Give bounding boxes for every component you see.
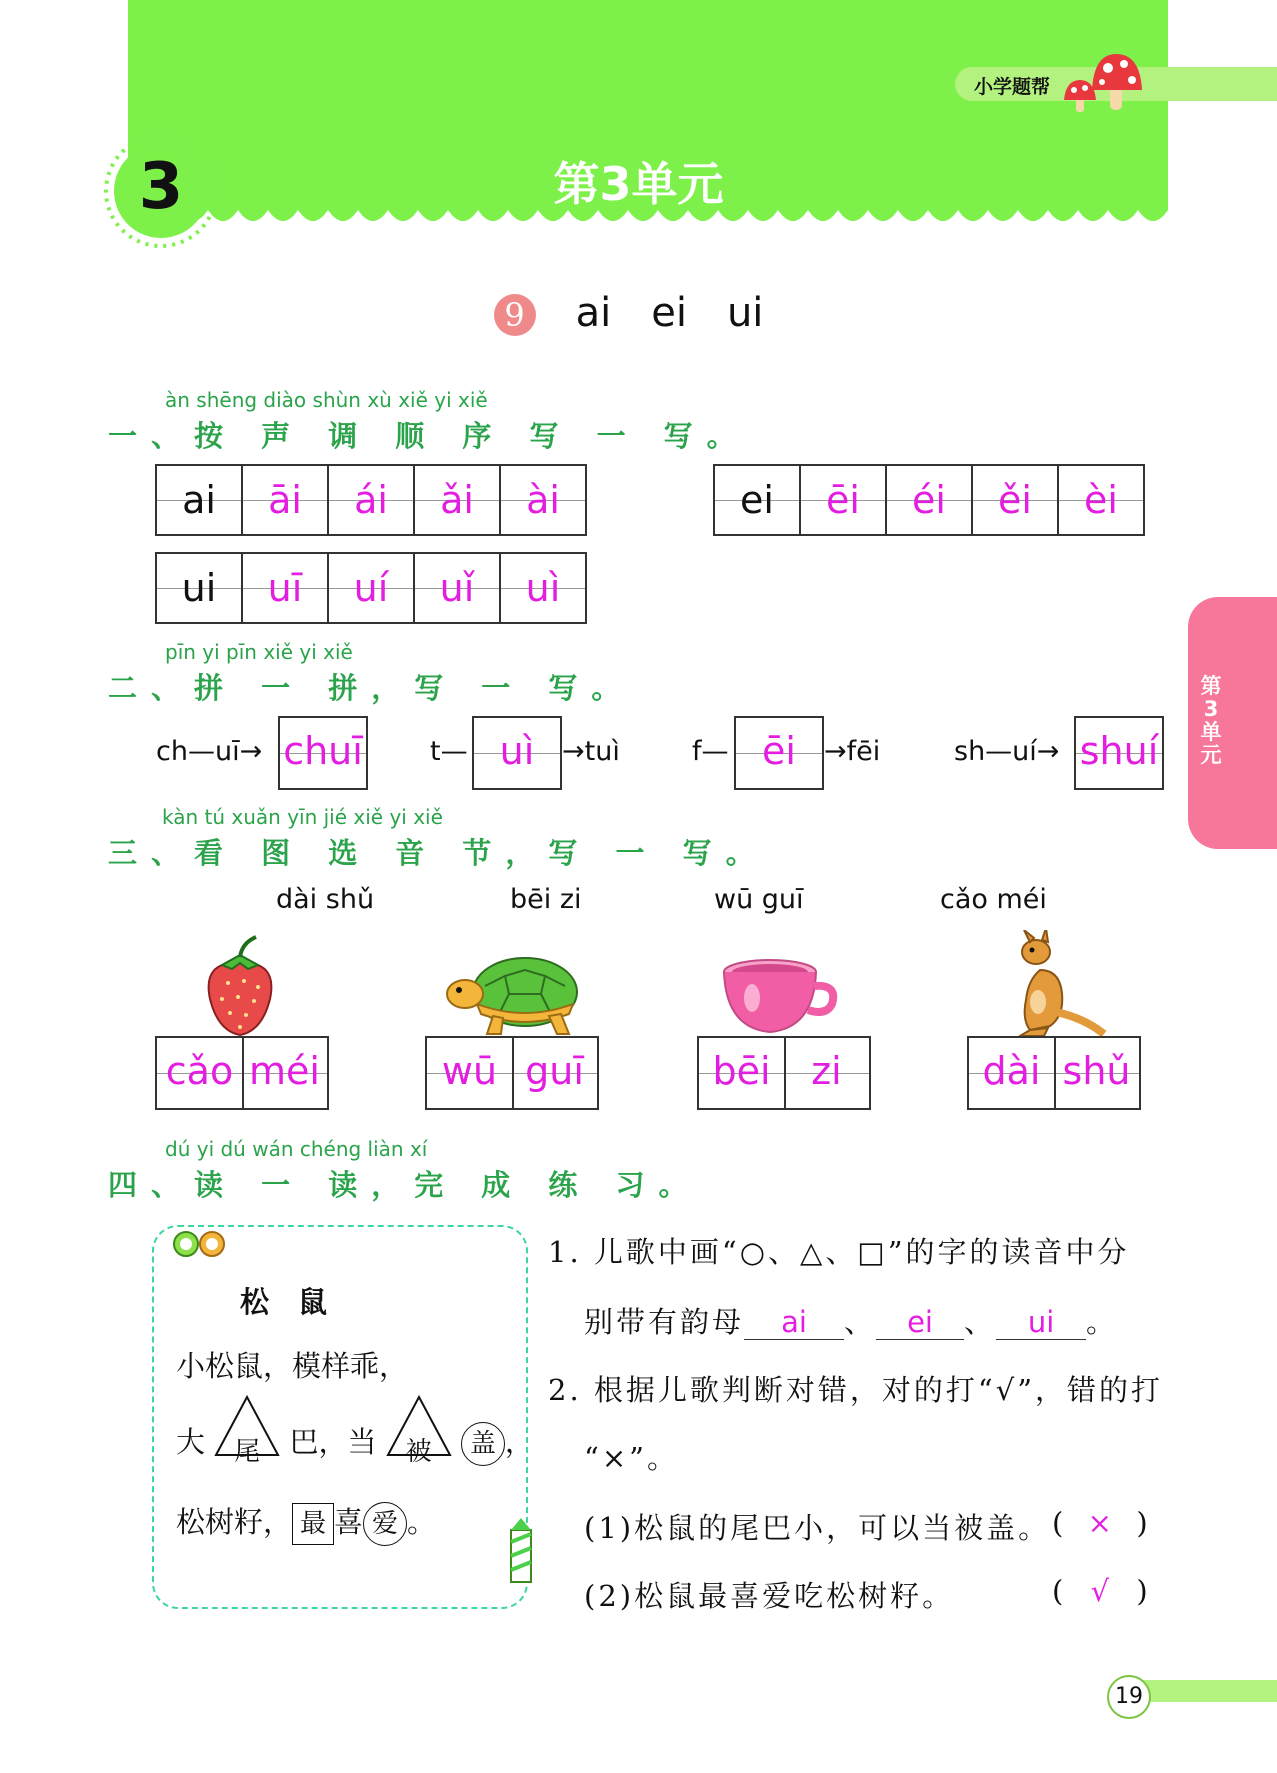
grid-answer[interactable]: ǎi: [440, 478, 474, 522]
kangaroo-icon: [1000, 930, 1110, 1040]
spell-left: t—: [430, 736, 468, 767]
q1-end: 。: [1086, 1305, 1119, 1339]
grid-answer[interactable]: éi: [912, 478, 946, 522]
tone-grid-ui: [155, 552, 587, 624]
poem-title: 松 鼠: [240, 1285, 328, 1319]
spell-right: →fēi: [824, 736, 881, 767]
word-option: dài shǔ: [276, 884, 375, 915]
spell-answer: uì: [499, 729, 535, 773]
question-2-line1: 2. 根据儿歌判断对错，对的打“√”，错的打: [548, 1373, 1164, 1407]
spell-left: sh—uí→: [954, 736, 1060, 767]
word-option: wū guī: [714, 884, 804, 915]
spell-answer-box[interactable]: [734, 716, 824, 790]
marked-char: 被: [405, 1437, 432, 1467]
lesson-title-part: ai: [575, 290, 612, 336]
side-tab-label: 第3单元: [1200, 674, 1222, 767]
section2-title: 二、拼 一 拼，写 一 写。: [108, 671, 635, 705]
triangle-mark: [386, 1423, 452, 1467]
grid-base: ei: [740, 478, 774, 522]
q2-item-2: (2)松鼠最喜爱吃松树籽。: [584, 1579, 955, 1613]
q1-separator: 、: [964, 1305, 997, 1339]
question-1-line1: 1. 儿歌中画“○、△、□”的字的读音中分: [548, 1235, 1130, 1269]
word-answer: dài: [982, 1049, 1041, 1093]
grid-base: ai: [182, 478, 216, 522]
spell-left: ch—uī→: [156, 736, 263, 767]
square-mark: 最: [292, 1503, 334, 1545]
word-answer: zi: [811, 1049, 842, 1093]
poem-text: 。: [407, 1505, 437, 1539]
turtle-icon: [445, 950, 585, 1038]
word-answer-box[interactable]: [967, 1036, 1141, 1110]
word-answer: guī: [525, 1049, 584, 1093]
section2-pinyin: pīn yi pīn xiě yi xiě: [165, 640, 353, 664]
word-answer: shǔ: [1062, 1049, 1131, 1093]
cup-icon: [720, 958, 840, 1038]
section3-title: 三、看 图 选 音 节，写 一 写。: [108, 836, 769, 870]
spell-answer-box[interactable]: [472, 716, 562, 790]
grid-answer[interactable]: uí: [353, 566, 389, 610]
spell-answer: shuí: [1079, 729, 1159, 773]
poem-text: 喜: [334, 1505, 364, 1539]
circle-mark: 爱: [363, 1502, 407, 1546]
grid-answer[interactable]: uǐ: [439, 566, 475, 610]
word-option: cǎo méi: [940, 884, 1047, 915]
lesson-title-part: ei: [651, 290, 687, 336]
spell-answer-box[interactable]: [1074, 716, 1164, 790]
circle-mark: 盖: [461, 1422, 505, 1466]
unit-title: 第3单元: [553, 157, 724, 211]
spell-left: f—: [692, 736, 729, 767]
q1-separator: 、: [844, 1305, 877, 1339]
marked-char: 尾: [234, 1437, 261, 1467]
word-option: bēi zi: [510, 884, 582, 915]
section1-title: 一、按 声 调 顺 序 写 一 写。: [108, 419, 750, 453]
lesson-title: [0, 290, 1277, 336]
tone-grid-ai: [155, 464, 587, 536]
lesson-title-part: ui: [726, 290, 764, 336]
question-1-line2: [584, 1300, 1118, 1341]
q2-answer-2[interactable]: √: [1090, 1574, 1113, 1608]
grid-answer[interactable]: ěi: [998, 478, 1032, 522]
q1-answer-ei[interactable]: ei: [876, 1305, 964, 1340]
tone-grid-ei: [713, 464, 1145, 536]
q1-prefix: 别带有韵母: [584, 1305, 745, 1339]
rings-icon: [170, 1228, 230, 1260]
spell-answer: ēi: [762, 729, 796, 773]
word-answer-box[interactable]: [425, 1036, 599, 1110]
poem-text: ，: [504, 1425, 534, 1459]
strawberry-icon: [200, 935, 280, 1040]
grid-base: ui: [181, 566, 217, 610]
section3-pinyin: kàn tú xuǎn yīn jié xiě yi xiě: [162, 805, 443, 829]
q1-answer-ai[interactable]: ai: [744, 1305, 844, 1340]
grid-answer[interactable]: āi: [268, 478, 302, 522]
spell-answer: chuī: [283, 729, 363, 773]
spell-right: →tuì: [562, 736, 620, 767]
grid-answer[interactable]: ái: [354, 478, 388, 522]
mushroom-icon: [1060, 46, 1150, 116]
poem-text: 巴，当: [289, 1425, 377, 1459]
word-answer-box[interactable]: [697, 1036, 871, 1110]
word-answer: cǎo: [165, 1049, 234, 1093]
grid-answer[interactable]: uī: [267, 566, 303, 610]
poem-line: [176, 1500, 436, 1546]
word-answer: méi: [249, 1049, 320, 1093]
poem-text: 松树籽，: [176, 1505, 293, 1539]
q1-answer-ui[interactable]: ui: [996, 1305, 1086, 1340]
section4-pinyin: dú yi dú wán chéng liàn xí: [165, 1137, 428, 1161]
page-number: 19: [1107, 1675, 1151, 1719]
q2-answer-paren: ( √ ): [1052, 1574, 1151, 1608]
grid-answer[interactable]: ēi: [826, 478, 860, 522]
poem-line: 小松鼠，模样乖，: [176, 1349, 409, 1383]
poem-card: [152, 1225, 528, 1609]
poem-text: 大: [176, 1425, 206, 1459]
word-answer-box[interactable]: [155, 1036, 329, 1110]
section1-pinyin: àn shēng diào shùn xù xiě yi xiě: [165, 388, 488, 412]
section4-title: 四、读 一 读，完 成 练 习。: [108, 1168, 702, 1202]
poem-line: [176, 1420, 534, 1466]
triangle-mark: [214, 1423, 280, 1467]
crayon-icon: [504, 1516, 538, 1586]
grid-answer[interactable]: uì: [525, 566, 561, 610]
q2-answer-1[interactable]: ×: [1087, 1506, 1115, 1540]
grid-answer[interactable]: ài: [526, 478, 560, 522]
brand-name: 小学题帮: [974, 76, 1051, 98]
question-2-line2: “×”。: [584, 1441, 679, 1475]
word-answer: bēi: [712, 1049, 771, 1093]
spell-answer-box[interactable]: [278, 716, 368, 790]
unit-number: 3: [138, 150, 184, 224]
q2-item-1: (1)松鼠的尾巴小，可以当被盖。: [584, 1511, 1051, 1545]
lesson-number: 9: [494, 294, 536, 336]
q2-answer-paren: ( × ): [1052, 1506, 1151, 1540]
word-answer: wū: [441, 1049, 498, 1093]
grid-answer[interactable]: èi: [1084, 478, 1118, 522]
